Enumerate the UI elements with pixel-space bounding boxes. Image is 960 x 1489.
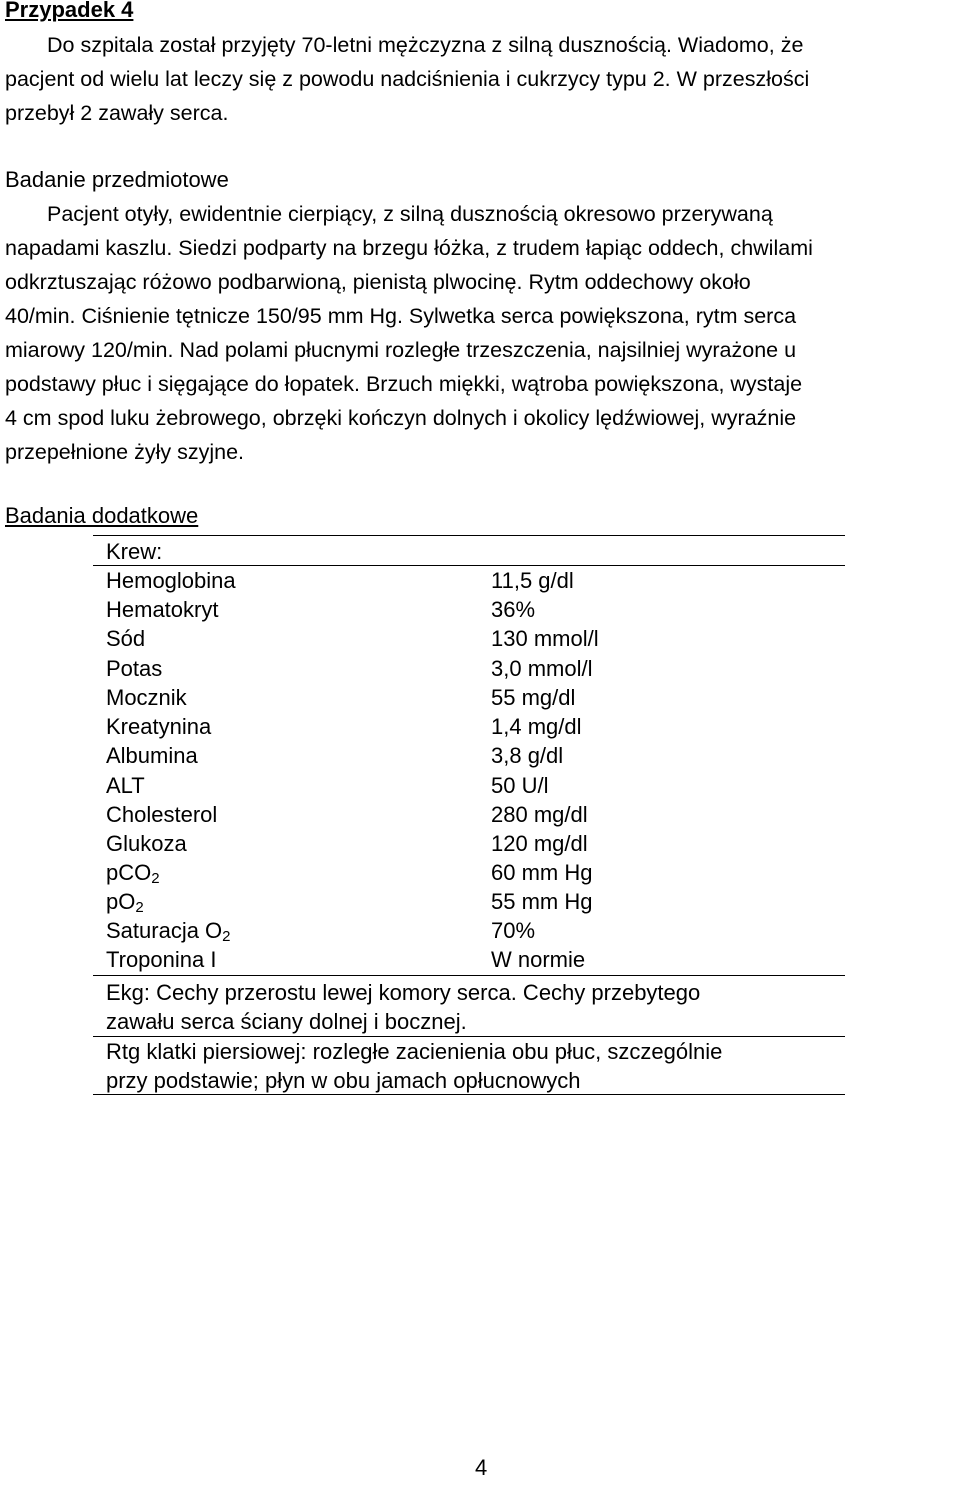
lab-name: Troponina I — [106, 947, 217, 972]
lab-name-subscript: 2 — [151, 870, 160, 887]
lab-table-bottom-rule — [93, 975, 845, 976]
blood-label-rule — [93, 565, 845, 566]
lab-value: 70% — [491, 918, 536, 943]
lab-name — [106, 860, 160, 886]
exam-line-8: przepełnione żyły szyjne. — [5, 440, 245, 464]
xray-rule — [93, 1094, 845, 1095]
lab-name: Hematokryt — [106, 597, 219, 622]
exam-line-2: napadami kaszlu. Siedzi podparty na brzegu łóżka, z trudem łapiąc oddech, chwilami — [5, 236, 813, 260]
lab-name — [106, 889, 144, 915]
lab-name: Cholesterol — [106, 802, 218, 827]
intro-line-3: przebył 2 zawały serca. — [5, 101, 229, 125]
case-title: Przypadek 4 — [5, 0, 134, 22]
table-top-rule — [93, 535, 845, 536]
blood-label: Krew: — [106, 539, 163, 564]
exam-line-3: odkrztuszając różowo podbarwioną, pienistą plwocinę. Rytm oddechowy około — [5, 270, 751, 294]
lab-value: 55 mg/dl — [491, 685, 576, 710]
lab-name: ALT — [106, 773, 145, 798]
lab-value: 3,8 g/dl — [491, 743, 564, 768]
exam-line-7: 4 cm spod luku żebrowego, obrzęki kończyn dolnych i okolicy lędźwiowej, wyraźnie — [5, 406, 797, 430]
lab-value: 3,0 mmol/l — [491, 656, 593, 681]
exam-line-6: podstawy płuc i sięgające do łopatek. Brzuch miękki, wątroba powiększona, wystaje — [5, 372, 803, 396]
lab-name-subscript: 2 — [222, 928, 231, 945]
lab-value: 55 mm Hg — [491, 889, 593, 914]
lab-value: 11,5 g/dl — [491, 568, 574, 593]
lab-name: Albumina — [106, 743, 198, 768]
lab-name: Sód — [106, 626, 146, 651]
lab-value: 50 U/l — [491, 773, 549, 798]
lab-name: Hemoglobina — [106, 568, 236, 593]
ekg-line-2: zawału serca ściany dolnej i bocznej. — [106, 1009, 467, 1034]
lab-value: 280 mg/dl — [491, 802, 588, 827]
lab-name: Kreatynina — [106, 714, 212, 739]
xray-line-1: Rtg klatki piersiowej: rozległe zacienienia obu płuc, szczególnie — [106, 1039, 723, 1064]
ekg-line-1: Ekg: Cechy przerostu lewej komory serca. Cechy przebytego — [106, 980, 701, 1005]
lab-name: Glukoza — [106, 831, 187, 856]
lab-value: 120 mg/dl — [491, 831, 588, 856]
lab-name-text: pO — [106, 889, 136, 914]
tests-heading: Badania dodatkowe — [5, 503, 199, 528]
lab-value: 1,4 mg/dl — [491, 714, 582, 739]
exam-line-4: 40/min. Ciśnienie tętnicze 150/95 mm Hg. Sylwetka serca powiększona, rytm serca — [5, 304, 797, 328]
exam-line-1: Pacjent otyły, ewidentnie cierpiący, z silną dusznością okresowo przerywaną — [47, 202, 773, 226]
exam-heading: Badanie przedmiotowe — [5, 167, 229, 192]
lab-name — [106, 918, 231, 944]
intro-line-2: pacjent od wielu lat leczy się z powodu nadciśnienia i cukrzycy typu 2. W przeszłości — [5, 67, 810, 91]
lab-value: 130 mmol/l — [491, 626, 599, 651]
intro-line-1: Do szpitala został przyjęty 70-letni mężczyzna z silną dusznością. Wiadomo, że — [47, 33, 804, 57]
page-number: 4 — [475, 1455, 488, 1480]
lab-value: 36% — [491, 597, 536, 622]
lab-name: Potas — [106, 656, 163, 681]
lab-name-text: Saturacja O — [106, 918, 223, 943]
exam-line-5: miarowy 120/min. Nad polami płucnymi rozległe trzeszczenia, najsilniej wyrażone u — [5, 338, 797, 362]
lab-name-text: pCO — [106, 860, 152, 885]
lab-value: 60 mm Hg — [491, 860, 593, 885]
lab-name: Mocznik — [106, 685, 187, 710]
xray-line-2: przy podstawie; płyn w obu jamach opłucnowych — [106, 1068, 581, 1093]
lab-name-subscript: 2 — [135, 899, 144, 916]
lab-value: W normie — [491, 947, 586, 972]
